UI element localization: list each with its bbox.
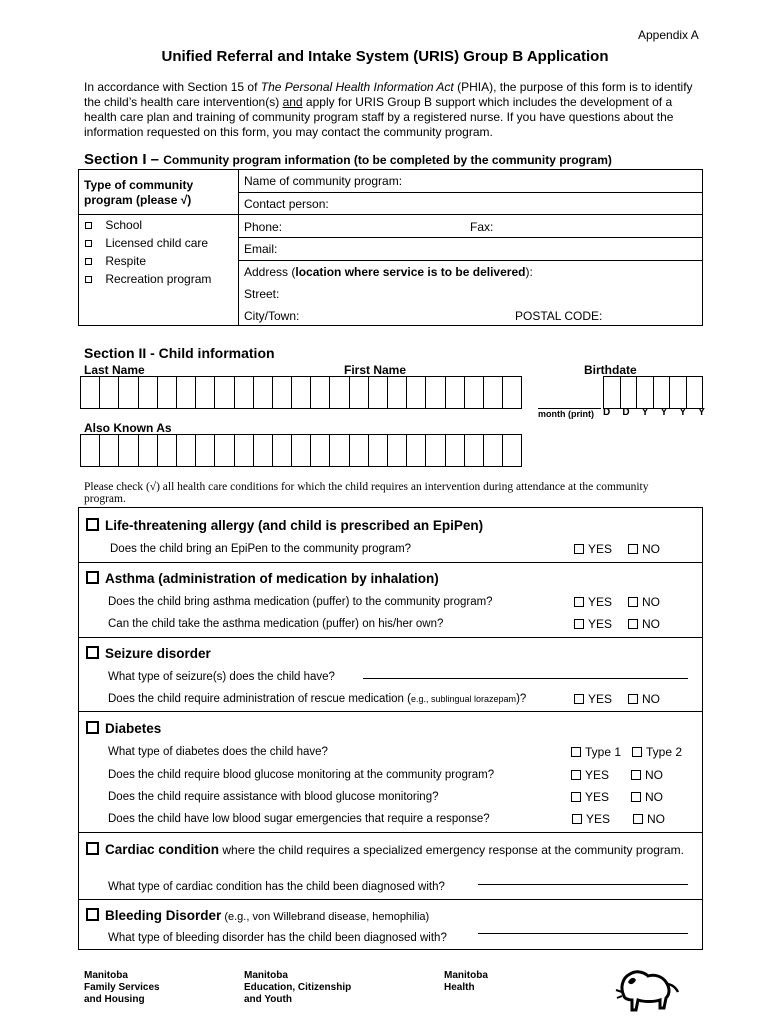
diabetes-type2[interactable]: Type 2 bbox=[632, 745, 682, 759]
page-title: Unified Referral and Intake System (URIS) Group B Application bbox=[161, 48, 609, 65]
allergy-q1: Does the child bring an EpiPen to the community program? bbox=[110, 543, 412, 555]
program-type-options bbox=[85, 216, 211, 288]
section-1-heading: Section I – Community program information (to be completed by the community program) bbox=[84, 151, 612, 168]
last-name-label: Last Name bbox=[84, 363, 145, 377]
checkbox[interactable] bbox=[85, 222, 92, 229]
cardiac-condition[interactable]: Cardiac condition where the child requires a specialized emergency response at the community program. bbox=[86, 842, 686, 858]
conditions-instruction: Please check (√) all health care conditions for which the child requires an intervention during attendance at the community program. bbox=[84, 481, 649, 505]
allergy-q1-yes[interactable]: YES bbox=[574, 542, 612, 556]
checkbox[interactable] bbox=[86, 646, 99, 659]
aka-label: Also Known As bbox=[84, 421, 172, 435]
diabetes-q3: Does the child require assistance with blood glucose monitoring? bbox=[108, 791, 439, 803]
street-field[interactable]: Street: bbox=[244, 287, 280, 301]
diabetes-q4-no[interactable]: NO bbox=[633, 812, 665, 826]
email-field[interactable]: Email: bbox=[244, 242, 278, 256]
bleeding-condition[interactable]: Bleeding Disorder (e.g., von Willebrand disease, hemophilia) bbox=[86, 908, 429, 923]
birthdate-label: Birthdate bbox=[584, 363, 637, 377]
fax-field[interactable]: Fax: bbox=[470, 220, 494, 234]
month-label: month (print) bbox=[538, 409, 594, 419]
footer-education: Manitoba Education, Citizenship and Youth bbox=[244, 970, 352, 1005]
first-name-label: First Name bbox=[344, 363, 407, 377]
seizure-answer-line[interactable] bbox=[363, 678, 688, 679]
checkbox[interactable] bbox=[86, 842, 99, 855]
bleeding-q1: What type of bleeding disorder has the child been diagnosed with? bbox=[108, 932, 447, 944]
checkbox[interactable] bbox=[86, 518, 99, 531]
program-type-label: Type of community program (please √) bbox=[84, 178, 194, 207]
option-licensed-child-care[interactable]: Licensed child care bbox=[85, 234, 211, 252]
checkbox[interactable] bbox=[85, 258, 92, 265]
diabetes-q3-yes[interactable]: YES bbox=[571, 790, 609, 804]
aka-entry-cells[interactable] bbox=[80, 434, 523, 467]
option-recreation-program[interactable]: Recreation program bbox=[85, 270, 211, 288]
address-label: Address (location where service is to be delivered): bbox=[244, 265, 533, 279]
seizure-condition[interactable]: Seizure disorder bbox=[86, 646, 211, 661]
bleeding-answer-line[interactable] bbox=[478, 933, 688, 934]
bison-logo-icon bbox=[614, 966, 680, 1014]
diabetes-q4-yes[interactable]: YES bbox=[572, 812, 610, 826]
footer-family-services: Manitoba Family Services and Housing bbox=[84, 970, 160, 1005]
seizure-q1: What type of seizure(s) does the child have? bbox=[108, 671, 335, 683]
diabetes-q1: What type of diabetes does the child have? bbox=[108, 746, 328, 758]
checkbox[interactable] bbox=[86, 908, 99, 921]
diabetes-condition[interactable]: Diabetes bbox=[86, 721, 161, 736]
checkbox[interactable] bbox=[86, 721, 99, 734]
diabetes-q2-no[interactable]: NO bbox=[631, 768, 663, 782]
seizure-q2: Does the child require administration of rescue medication (e.g., sublingual lorazepam)? bbox=[108, 693, 527, 705]
contact-person-field[interactable]: Contact person: bbox=[244, 197, 329, 211]
cardiac-q1: What type of cardiac condition has the child been diagnosed with? bbox=[108, 881, 445, 893]
diabetes-type1[interactable]: Type 1 bbox=[571, 745, 621, 759]
asthma-condition[interactable]: Asthma (administration of medication by inhalation) bbox=[86, 571, 439, 586]
program-name-field[interactable]: Name of community program: bbox=[244, 174, 403, 188]
checkbox[interactable] bbox=[85, 276, 92, 283]
intro-paragraph: In accordance with Section 15 of The Personal Health Information Act (PHIA), the purpose of this form is to identify the child’s health care intervention(s) and apply for URIS Group B support which includes the development of a health care plan and training of community program staff by a registered nurse. If you have questions about the information requested on this form, you may contact the community program. bbox=[84, 80, 693, 139]
seizure-q2-no[interactable]: NO bbox=[628, 692, 660, 706]
diabetes-q2: Does the child require blood glucose monitoring at the community program? bbox=[108, 769, 495, 781]
cardiac-answer-line[interactable] bbox=[478, 884, 688, 885]
allergy-q1-no[interactable]: NO bbox=[628, 542, 660, 556]
asthma-q1: Does the child bring asthma medication (puffer) to the community program? bbox=[108, 596, 493, 608]
footer-health: Manitoba Health bbox=[444, 970, 488, 993]
name-entry-cells[interactable] bbox=[80, 376, 523, 409]
date-format-letters: D D Y Y Y Y bbox=[603, 407, 705, 418]
diabetes-q2-yes[interactable]: YES bbox=[571, 768, 609, 782]
seizure-q2-yes[interactable]: YES bbox=[574, 692, 612, 706]
asthma-q1-no[interactable]: NO bbox=[628, 595, 660, 609]
option-respite[interactable]: Respite bbox=[85, 252, 211, 270]
checkbox[interactable] bbox=[85, 240, 92, 247]
allergy-condition[interactable]: Life-threatening allergy (and child is prescribed an EpiPen) bbox=[86, 518, 483, 533]
diabetes-q4: Does the child have low blood sugar emergencies that require a response? bbox=[108, 813, 490, 825]
asthma-q2-no[interactable]: NO bbox=[628, 617, 660, 631]
asthma-q2: Can the child take the asthma medication (puffer) on his/her own? bbox=[108, 618, 444, 630]
birthdate-cells[interactable] bbox=[603, 376, 703, 409]
checkbox[interactable] bbox=[86, 571, 99, 584]
appendix-label: Appendix A bbox=[638, 28, 699, 42]
section-2-heading: Section II - Child information bbox=[84, 345, 275, 361]
option-school[interactable]: School bbox=[85, 216, 211, 234]
diabetes-q3-no[interactable]: NO bbox=[631, 790, 663, 804]
asthma-q1-yes[interactable]: YES bbox=[574, 595, 612, 609]
asthma-q2-yes[interactable]: YES bbox=[574, 617, 612, 631]
postal-code-field[interactable]: POSTAL CODE: bbox=[515, 309, 603, 323]
city-field[interactable]: City/Town: bbox=[244, 309, 300, 323]
phone-field[interactable]: Phone: bbox=[244, 220, 283, 234]
